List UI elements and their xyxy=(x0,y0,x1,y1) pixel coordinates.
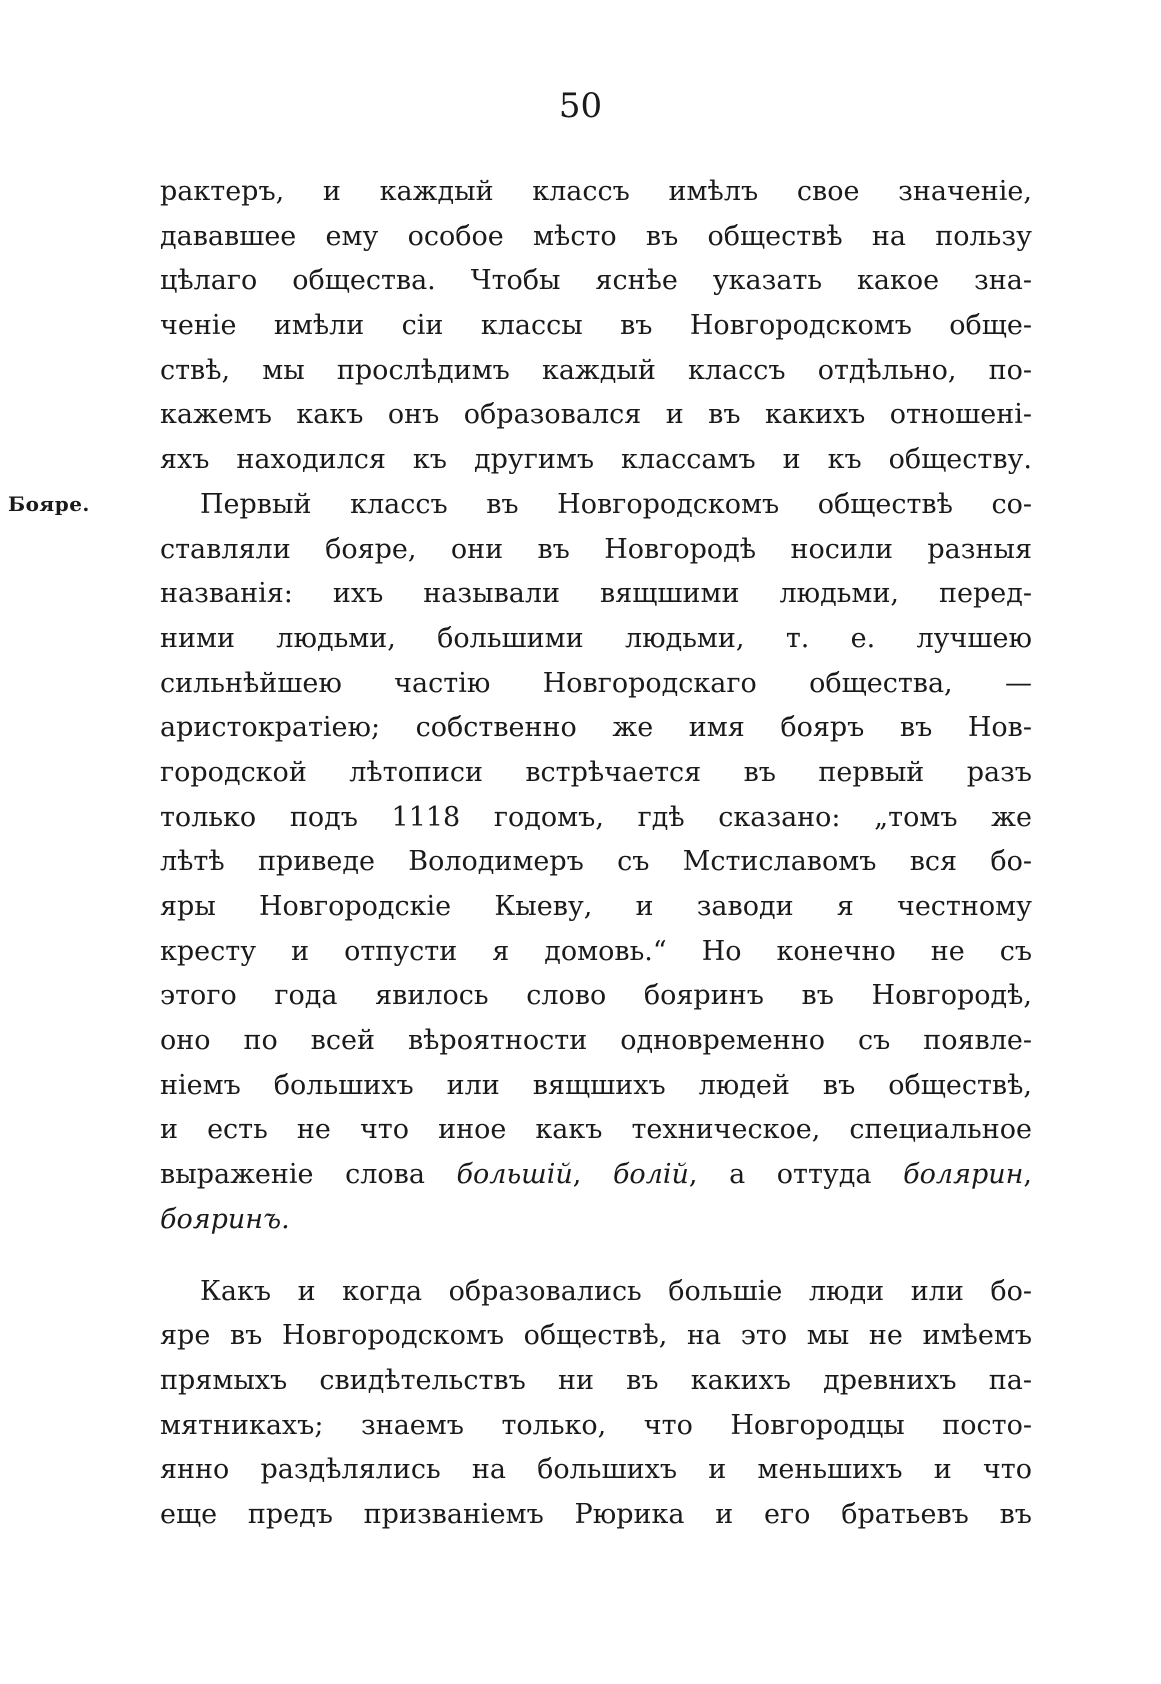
text-line: названія: ихъ называли вящшими людьми, перед- xyxy=(160,578,1032,610)
text-line-mixed xyxy=(160,1153,1032,1198)
text-line: янно раздѣлялись на большихъ и меньшихъ и что xyxy=(160,1454,1032,1486)
text-line: яре въ Новгородскомъ обществѣ, на это мы не имѣемъ xyxy=(160,1320,1032,1352)
text-line-mixed xyxy=(160,1198,1032,1243)
text-line: оно по всей вѣроятности одновременно съ появле- xyxy=(160,1025,1032,1057)
text-line: ставляли бояре, они въ Новгородѣ носили разныя xyxy=(160,533,1032,565)
text-span: , xyxy=(1023,1159,1032,1191)
text-line: цѣлаго общества. Чтобы яснѣе указать какое зна- xyxy=(160,265,1032,297)
text-line: ствѣ, мы прослѣдимъ каждый классъ отдѣльно, по- xyxy=(160,354,1032,386)
text-line: прямыхъ свидѣтельствъ ни въ какихъ древнихъ па- xyxy=(160,1364,1032,1396)
text-line: кресту и отпусти я домовь.“ Но конечно не съ xyxy=(160,935,1032,967)
text-span: выраженіе слова xyxy=(160,1159,457,1191)
text-line: рактеръ, и каждый классъ имѣлъ свое значеніе, xyxy=(160,176,1032,207)
paragraph-2 xyxy=(160,483,1032,1243)
text-line: мятникахъ; знаемъ только, что Новгородцы посто- xyxy=(160,1409,1032,1441)
text-line: этого года явилось слово бояринъ въ Новгородѣ, xyxy=(160,980,1032,1012)
body-text xyxy=(160,170,1032,1538)
text-line: кажемъ какъ онъ образовался и въ какихъ отношені- xyxy=(160,399,1032,431)
text-line: яры Новгородскіе Кыеву, и заводи я честному xyxy=(160,891,1032,922)
text-line: дававшее ему особое мѣсто въ обществѣ на пользу xyxy=(160,220,1032,252)
text-line: Первый классъ въ Новгородскомъ обществѣ со- xyxy=(200,488,1032,520)
paragraph-1 xyxy=(160,170,1032,483)
paragraph-3 xyxy=(160,1270,1032,1538)
text-line: ними людьми, большими людьми, т. е. лучшею xyxy=(160,622,1032,654)
text-line: еще предъ призваніемъ Рюрика и его братьевъ въ xyxy=(160,1498,1032,1530)
italic-word: бояринъ. xyxy=(160,1203,290,1235)
page-number: 50 xyxy=(558,86,603,126)
text-line: Какъ и когда образовались большіе люди или бо- xyxy=(200,1275,1032,1307)
text-line: городской лѣтописи встрѣчается въ первый разъ xyxy=(160,756,1032,788)
text-line: лѣтѣ приведе Володимеръ съ Мстиславомъ вся бо- xyxy=(160,846,1032,878)
text-line: ніемъ большихъ или вящшихъ людей въ обществѣ, xyxy=(160,1069,1032,1101)
text-line: сильнѣйшею частію Новгородскаго общества, — xyxy=(160,667,1032,699)
text-span: , xyxy=(572,1159,613,1191)
text-line: ченіе имѣли сіи классы въ Новгородскомъ обще- xyxy=(160,310,1032,342)
italic-word: болярин xyxy=(903,1159,1024,1191)
text-line: яхъ находился къ другимъ классамъ и къ обществу. xyxy=(160,444,1032,476)
text-line: только подъ 1118 годомъ, гдѣ сказано: „томъ же xyxy=(160,801,1032,833)
italic-word: болій xyxy=(612,1159,689,1191)
text-line: аристократіею; собственно же имя бояръ въ Нов- xyxy=(160,712,1032,744)
text-span: , а оттуда xyxy=(688,1159,904,1191)
italic-word: большій xyxy=(456,1159,573,1191)
text-line: и есть не что иное какъ техническое, специальное xyxy=(160,1114,1032,1146)
margin-note: Бояре. xyxy=(8,492,90,516)
